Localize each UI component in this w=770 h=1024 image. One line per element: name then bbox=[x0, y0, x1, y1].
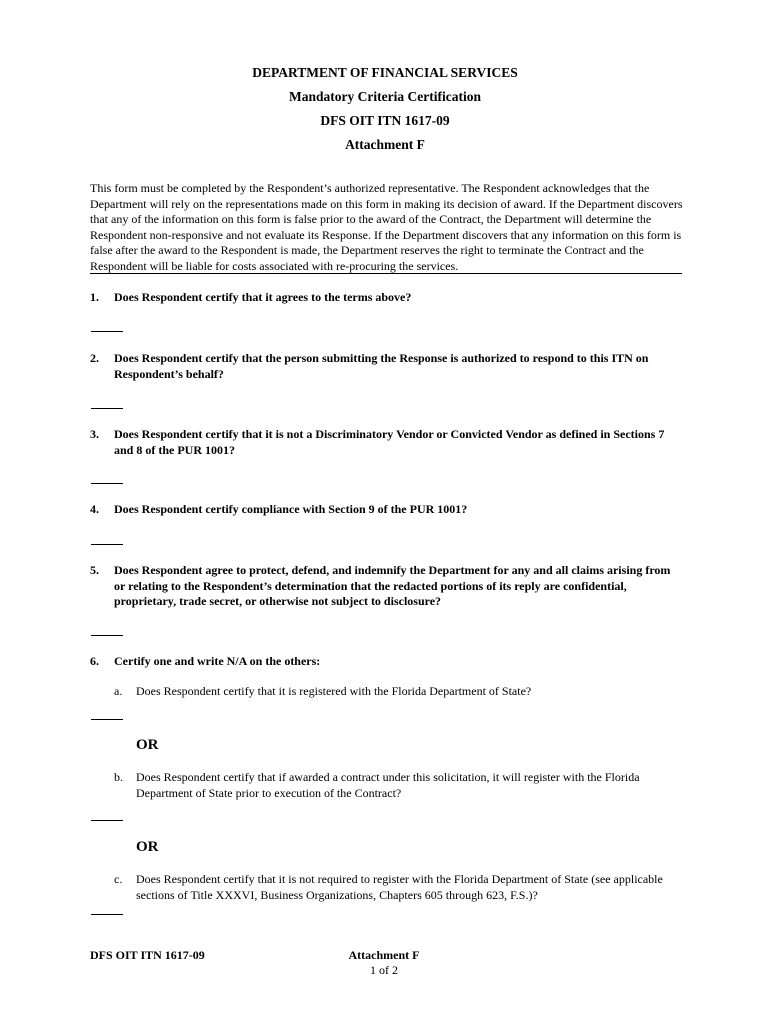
question-2-text: Does Respondent certify that the person submitting the Response is authorized to respond to this ITN on Respondent’s behalf? bbox=[114, 351, 649, 381]
sub-item-a-label: a. bbox=[114, 684, 123, 698]
sub-item-b-label: b. bbox=[114, 770, 123, 784]
sub-item-a-text: Does Respondent certify that it is registered with the Florida Department of State? bbox=[136, 684, 532, 698]
divider-rule bbox=[90, 273, 682, 274]
department-heading: DEPARTMENT OF FINANCIAL SERVICES bbox=[252, 65, 518, 80]
question-3-answer-blank[interactable] bbox=[91, 483, 123, 484]
question-6-number: 6. bbox=[90, 654, 99, 668]
question-5-text: Does Respondent agree to protect, defend, and indemnify the Department for any and all claims arising from or relating to the Respondent’s determination that the redacted portions of its reply are confidential, proprietary, trade secret, or otherwise not subject to disclosure? bbox=[114, 563, 671, 609]
question-3-text: Does Respondent certify that it is not a Discriminatory Vendor or Convicted Vendor as defined in Sections 7 and 8 of the PUR 1001? bbox=[114, 427, 665, 457]
attachment-label: Attachment F bbox=[345, 137, 425, 152]
question-4-text: Does Respondent certify compliance with Section 9 of the PUR 1001? bbox=[114, 502, 468, 516]
question-4-number: 4. bbox=[90, 502, 99, 516]
sub-item-c-answer-blank[interactable] bbox=[91, 914, 123, 915]
question-5-answer-blank[interactable] bbox=[91, 635, 123, 636]
sub-item-b-answer-blank[interactable] bbox=[91, 820, 123, 821]
sub-item-a-answer-blank[interactable] bbox=[91, 719, 123, 720]
footer-page-number: 1 of 2 bbox=[370, 963, 398, 977]
or-separator-2: OR bbox=[136, 839, 159, 855]
question-4-answer-blank[interactable] bbox=[91, 544, 123, 545]
question-5-number: 5. bbox=[90, 563, 99, 577]
form-title: Mandatory Criteria Certification bbox=[289, 89, 481, 104]
question-1-text: Does Respondent certify that it agrees to the terms above? bbox=[114, 290, 412, 304]
sub-item-b-text: Does Respondent certify that if awarded a contract under this solicitation, it will register with the Florida Department of State prior to execution of the Contract? bbox=[136, 770, 640, 800]
intro-paragraph: This form must be completed by the Respondent’s authorized representative. The Respondent acknowledges that the Department will rely on the representations made on this form in making its decision of award. If the Department discovers that any of the information on this form is false prior to the award of the Contract, the Department will determine the Respondent non-responsive and not evaluate its Response. If the Department discovers that any information on this form is false after the award to the Respondent is made, the Department reserves the right to terminate the Contract and the Respondent will be liable for costs associated with re-procuring the services. bbox=[90, 181, 683, 273]
question-1-number: 1. bbox=[90, 290, 99, 304]
question-6-text: Certify one and write N/A on the others: bbox=[114, 654, 321, 668]
question-2-number: 2. bbox=[90, 351, 99, 365]
question-1-answer-blank[interactable] bbox=[91, 331, 123, 332]
sub-item-c-label: c. bbox=[114, 872, 123, 886]
or-separator-1: OR bbox=[136, 737, 159, 753]
sub-item-c-text: Does Respondent certify that it is not required to register with the Florida Department of State (see applicable sections of Title XXXVI, Business Organizations, Chapters 605 through 623, F.S.)? bbox=[136, 872, 663, 902]
footer-attachment: Attachment F bbox=[348, 948, 420, 962]
itn-number: DFS OIT ITN 1617-09 bbox=[320, 113, 450, 128]
footer-itn: DFS OIT ITN 1617-09 bbox=[90, 948, 205, 962]
question-2-answer-blank[interactable] bbox=[91, 408, 123, 409]
question-3-number: 3. bbox=[90, 427, 99, 441]
